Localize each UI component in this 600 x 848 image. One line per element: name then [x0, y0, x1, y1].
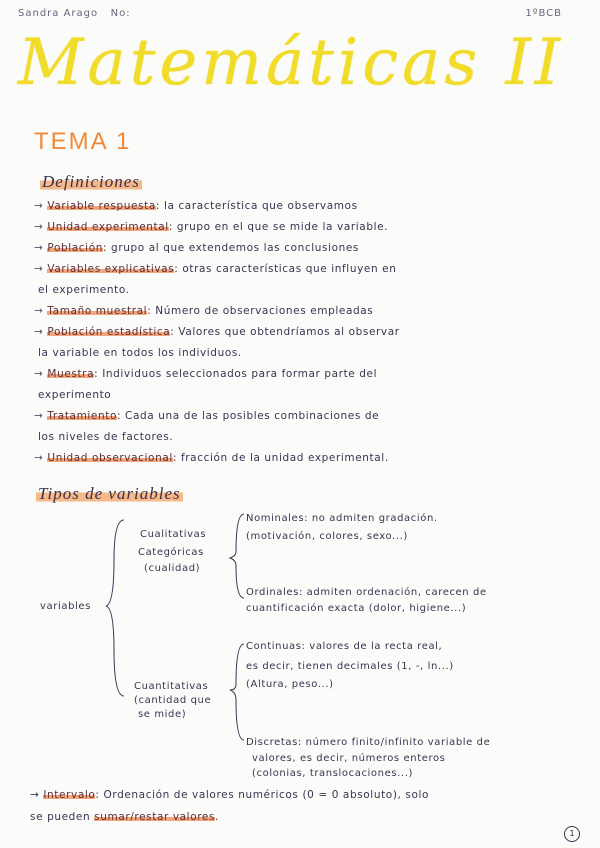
definition-text: : Cada una de las posibles combinaciones de	[116, 410, 380, 422]
page-title: Matemáticas II	[18, 26, 565, 100]
definition-item	[34, 301, 574, 322]
nominales-text: Nominales: no admiten gradación.	[246, 513, 438, 524]
definition-text: : Individuos seleccionados para formar parte del	[94, 368, 378, 380]
cantidad-label: (cantidad que	[134, 695, 212, 706]
definition-item	[34, 322, 574, 343]
nominales-examples: (motivación, colores, sexo...)	[246, 531, 408, 542]
discretas-examples: (colonias, translocaciones...)	[252, 768, 413, 779]
definition-term: Tratamiento	[47, 410, 117, 422]
cuantitativas-label: Cuantitativas	[134, 681, 209, 692]
cualidad-label: (cualidad)	[144, 563, 201, 574]
ordinales-text: Ordinales: admiten ordenación, carecen de	[246, 587, 487, 598]
arrow-bullet-icon: →	[34, 200, 44, 212]
root-brace	[106, 520, 124, 696]
definition-text: : fracción de la unidad experimental.	[172, 452, 389, 464]
page-number: 1	[564, 826, 580, 842]
definition-text: : grupo al que extendemos las conclusiones	[102, 242, 359, 254]
discretas-detail: valores, es decir, números enteros	[252, 753, 446, 764]
definition-text: : la característica que observamos	[155, 200, 358, 212]
arrow-bullet-icon: →	[34, 326, 44, 338]
cuantitativas-brace	[230, 644, 244, 740]
definition-item	[34, 196, 574, 217]
intervalo-definition: → Intervalo: Ordenación de valores numéricos (0 = 0 absoluto), solo se pueden sumar/restar valores.	[30, 789, 430, 823]
discretas-text: Discretas: número finito/infinito variable de	[246, 737, 491, 748]
definition-text: : otras características que influyen en	[174, 263, 397, 275]
definition-term: Población	[47, 242, 103, 254]
tema-heading: TEMA 1	[34, 128, 132, 155]
ordinales-examples: cuantificación exacta (dolor, higiene...)	[246, 603, 467, 614]
arrow-bullet-icon: →	[34, 410, 44, 422]
continuas-examples: (Altura, peso...)	[246, 679, 334, 690]
variables-root: variables	[40, 601, 91, 612]
student-name: Sandra Arago No:	[18, 8, 131, 19]
definition-term: Tamaño muestral	[47, 305, 148, 317]
categoricas-label: Categóricas	[138, 547, 204, 558]
definition-item	[34, 259, 574, 280]
definition-item	[34, 448, 574, 469]
definition-text: : grupo en el que se mide la variable.	[168, 221, 389, 233]
course-label: 1ºBCB	[525, 8, 562, 19]
cualitativas-brace	[230, 514, 244, 598]
continuas-detail: es decir, tienen decimales (1, -, ln...)	[246, 661, 454, 672]
se-mide-label: se mide)	[138, 709, 187, 720]
definition-item	[34, 217, 574, 238]
definition-item	[34, 238, 574, 259]
definition-continuation: la variable en todos los individuos.	[38, 347, 242, 359]
arrow-bullet-icon: →	[34, 452, 44, 464]
definition-text: : Valores que obtendríamos al observar	[170, 326, 400, 338]
definition-term: Unidad experimental	[47, 221, 169, 233]
definition-item	[34, 406, 574, 427]
definition-term: Variable respuesta	[47, 200, 156, 212]
definition-text: : Número de observaciones empleadas	[147, 305, 374, 317]
definitions-list	[34, 196, 574, 469]
arrow-bullet-icon: →	[34, 242, 44, 254]
tipos-heading: Tipos de variables	[38, 484, 181, 503]
definiciones-heading: Definiciones	[42, 172, 140, 191]
definition-term: Población estadística	[47, 326, 171, 338]
arrow-bullet-icon: →	[34, 263, 44, 275]
definition-continuation: el experimento.	[38, 284, 130, 296]
continuas-text: Continuas: valores de la recta real,	[246, 641, 443, 652]
definition-continuation: experimento	[38, 389, 112, 401]
sumar-restar-term: sumar/restar valores	[94, 811, 216, 823]
intervalo-term: Intervalo	[43, 789, 96, 801]
definition-term: Variables explicativas	[47, 263, 175, 275]
arrow-bullet-icon: →	[34, 368, 44, 380]
definition-continuation: los niveles de factores.	[38, 431, 174, 443]
arrow-bullet-icon: →	[34, 221, 44, 233]
arrow-bullet-icon: →	[34, 305, 44, 317]
definition-term: Muestra	[47, 368, 95, 380]
cualitativas-label: Cualitativas	[140, 529, 207, 540]
definition-item	[34, 364, 574, 385]
definition-term: Unidad observacional	[47, 452, 173, 464]
